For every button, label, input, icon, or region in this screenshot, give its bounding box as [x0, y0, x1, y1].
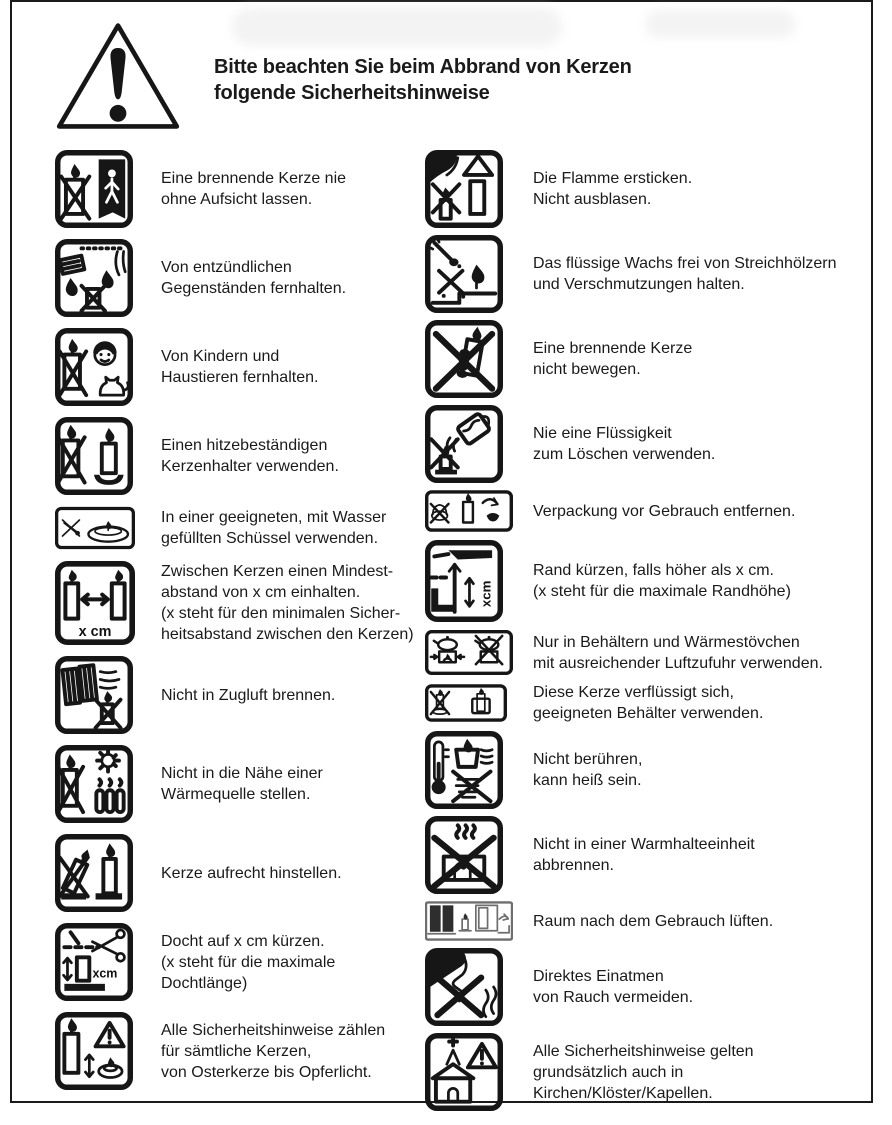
- no-warming-unit-icon: [425, 816, 517, 894]
- safety-item: [425, 816, 865, 894]
- safety-item-text: In einer geeigneten, mit Wasser gefüllten Schüssel verwenden.: [161, 509, 387, 547]
- safety-item: [425, 731, 865, 809]
- safety-item-text: Nur in Behältern und Wärmestövchen mit ausreichender Luftzufuhr verwenden.: [533, 633, 823, 672]
- safety-item-text: Diese Kerze verflüssigt sich, geeigneten Behälter verwenden.: [533, 684, 764, 722]
- safety-item: [425, 150, 865, 228]
- left-column: [55, 150, 425, 1118]
- safety-item-text: Eine brennende Kerze nie ohne Aufsicht lassen.: [161, 170, 347, 208]
- water-bowl-icon: [55, 506, 139, 550]
- safety-item-text: Zwischen Kerzen einen Mindest- abstand von x cm einhalten. (x steht für den minimalen Sicher- heitsabstand zwischen den Kerzen): [161, 563, 414, 643]
- title-line-1: Bitte beachten Sie beim Abbrand von Kerzen: [214, 56, 632, 78]
- safety-columns: [55, 150, 865, 1118]
- safety-item: [425, 630, 865, 675]
- svg-text:x cm: x cm: [78, 624, 112, 641]
- safety-item-text: Rand kürzen, falls höher als x cm. (x steht für die maximale Randhöhe): [533, 562, 791, 600]
- safety-item-text: Alle Sicherheitshinweise zählen für sämtliche Kerzen, von Osterkerze bis Opferlicht.: [161, 1021, 386, 1081]
- safety-item-text: Einen hitzebeständigen Kerzenhalter verwenden.: [161, 437, 339, 475]
- safety-item: [425, 235, 865, 313]
- safety-item-text: Nicht berühren, kann heiß sein.: [533, 751, 643, 789]
- safety-item-text: Nie eine Flüssigkeit zum Löschen verwenden.: [533, 425, 716, 463]
- no-heat-source-icon: [55, 745, 139, 823]
- smother-flame-icon: [425, 150, 517, 228]
- ventilate-room-icon: [425, 901, 517, 941]
- safety-item: [55, 417, 425, 495]
- unattended-candle-icon: [55, 150, 139, 228]
- all-candle-types-icon: [55, 1012, 139, 1090]
- safety-item: [55, 561, 425, 645]
- header: [52, 20, 632, 132]
- safety-item: [55, 239, 425, 317]
- safety-item: [55, 150, 425, 228]
- safety-item: [55, 834, 425, 912]
- liquefying-candle-icon: [425, 683, 517, 723]
- upright-candle-icon: [55, 834, 139, 912]
- safety-item: [425, 539, 865, 623]
- safety-item: [425, 405, 865, 483]
- trim-wick-icon: [55, 923, 139, 1001]
- safety-item: [425, 948, 865, 1026]
- heat-resistant-holder-icon: [55, 417, 139, 495]
- no-smoke-inhale-icon: [425, 948, 517, 1026]
- safety-item: [425, 901, 865, 941]
- safety-item-text: Direktes Einatmen von Rauch vermeiden.: [533, 968, 694, 1006]
- safety-item-text: Von Kindern und Haustieren fernhalten.: [161, 348, 319, 386]
- church-use-icon: [425, 1033, 517, 1111]
- no-draft-icon: [55, 656, 139, 734]
- safety-item: [55, 506, 425, 550]
- safety-item: [425, 320, 865, 398]
- safety-item-text: Alle Sicherheitshinweise gelten grundsätzlich auch in Kirchen/Klöster/Kapellen.: [533, 1042, 754, 1102]
- trim-rim-icon: [425, 539, 517, 623]
- svg-text:xcm: xcm: [92, 966, 118, 981]
- hot-surface-icon: [425, 731, 517, 809]
- safety-item: [425, 682, 865, 724]
- safety-item: [425, 1033, 865, 1111]
- safety-item: [55, 1012, 425, 1090]
- candle-distance-icon: [55, 561, 139, 645]
- safety-item-text: Docht auf x cm kürzen. (x steht für die maximale Dochtlänge): [161, 932, 336, 992]
- remove-packaging-icon: [425, 490, 517, 532]
- safety-item-text: Kerze aufrecht hinstellen.: [161, 864, 342, 882]
- safety-item: [55, 745, 425, 823]
- safety-item-text: Raum nach dem Gebrauch lüften.: [533, 912, 774, 930]
- no-liquid-icon: [425, 405, 517, 483]
- safety-item: [425, 490, 865, 532]
- safety-item: [55, 328, 425, 406]
- children-pets-icon: [55, 328, 139, 406]
- do-not-move-icon: [425, 320, 517, 398]
- warning-triangle-icon: [52, 20, 184, 132]
- food-warmer-icon: [425, 630, 517, 675]
- scan-artifact: [645, 10, 795, 38]
- svg-text:xcm: xcm: [478, 580, 494, 608]
- safety-item-text: Nicht in einer Warmhalteeinheit abbrennen.: [533, 836, 755, 874]
- safety-item-text: Eine brennende Kerze nicht bewegen.: [533, 340, 693, 378]
- page-title: [214, 54, 632, 107]
- safety-item: [55, 923, 425, 1001]
- safety-item-text: Das flüssige Wachs frei von Streichhölzern und Verschmutzungen halten.: [533, 255, 837, 293]
- flammable-objects-icon: [55, 239, 139, 317]
- safety-item-text: Nicht in Zugluft brennen.: [161, 686, 336, 704]
- clean-wax-icon: [425, 235, 517, 313]
- safety-item-text: Nicht in die Nähe einer Wärmequelle stellen.: [161, 765, 323, 803]
- safety-item: [55, 656, 425, 734]
- right-column: [425, 150, 865, 1118]
- title-line-2: folgende Sicherheitshinweise: [214, 82, 490, 105]
- safety-item-text: Von entzündlichen Gegenständen fernhalten.: [161, 259, 347, 297]
- safety-item-text: Verpackung vor Gebrauch entfernen.: [533, 502, 796, 520]
- safety-item-text: Die Flamme ersticken. Nicht ausblasen.: [533, 170, 693, 208]
